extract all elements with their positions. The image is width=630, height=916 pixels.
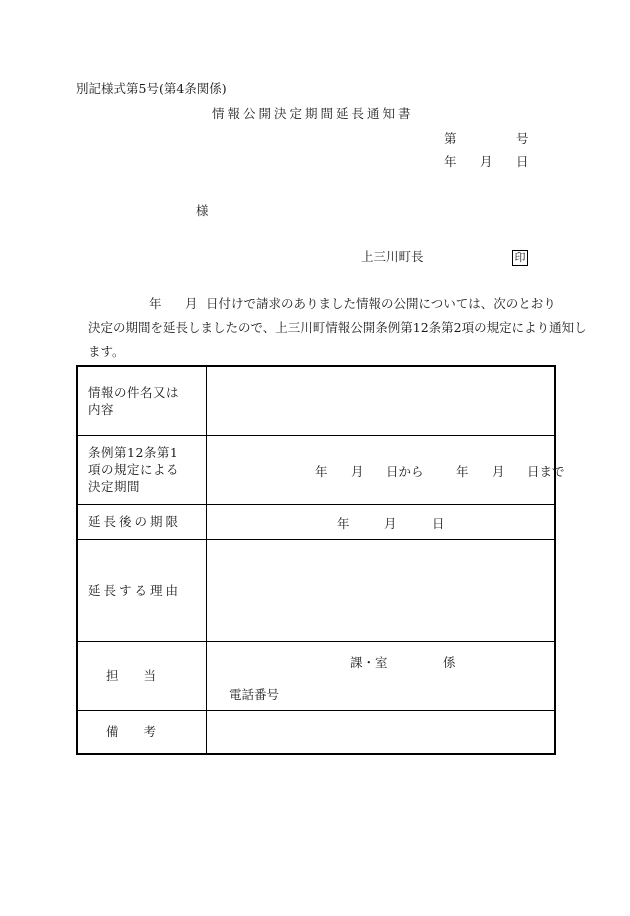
body-line2: 決定の期間を延長しましたので、上三川町情報公開条例第12条第2項の規定により通知し — [88, 320, 587, 335]
from-day: 日から — [386, 463, 424, 479]
row-label-subject — [77, 366, 207, 435]
form-reference: 別記様式第5号(第4条関係) — [76, 81, 227, 96]
seal-label: 印 — [512, 250, 528, 266]
from-month: 月 — [351, 463, 364, 479]
seal-mark — [512, 246, 528, 266]
doc-number-suffix: 号 — [516, 131, 529, 146]
contact-field[interactable] — [207, 641, 556, 710]
to-year: 年 — [456, 463, 469, 479]
from-year: 年 — [315, 463, 328, 479]
row-label-contact: 担 当 — [77, 641, 207, 710]
table-row — [77, 435, 555, 504]
subject-field[interactable] — [207, 366, 556, 435]
date-year: 年 — [444, 154, 457, 169]
sender-name: 上三川町長 — [361, 249, 424, 264]
label-line: 決定期間 — [88, 479, 141, 494]
deadline-day: 日 — [432, 515, 445, 531]
table-row — [77, 641, 555, 710]
new-deadline-field[interactable] — [207, 504, 556, 539]
doc-number-prefix: 第 — [444, 131, 457, 146]
date-day: 日 — [516, 154, 529, 169]
dept-label: 課・室 — [350, 654, 388, 670]
body-line3: ます。 — [88, 344, 125, 359]
to-month: 月 — [492, 463, 505, 479]
deadline-year: 年 — [337, 515, 350, 531]
table-row — [77, 710, 555, 754]
table-row — [77, 539, 555, 641]
row-label-new-deadline: 延長後の期限 — [77, 504, 207, 539]
row-label-remarks: 備 考 — [77, 710, 207, 754]
label-line: 項の規定による — [88, 462, 180, 477]
label-line: 条例第12条第1 — [88, 445, 179, 460]
label-line: 内容 — [88, 401, 115, 417]
date-month: 月 — [480, 154, 493, 169]
phone-label: 電話番号 — [229, 686, 280, 702]
table-row — [77, 366, 555, 435]
recipient-honorific: 様 — [196, 203, 209, 218]
body-line1: 日付けで請求のありました情報の公開については、次のとおり — [206, 296, 556, 311]
remarks-field[interactable] — [207, 710, 556, 754]
reason-field[interactable] — [207, 539, 556, 641]
to-day: 日まで — [527, 463, 565, 479]
body-month: 月 — [185, 296, 198, 311]
body-year: 年 — [149, 296, 162, 311]
info-table — [76, 365, 565, 755]
table-row — [77, 504, 555, 539]
label-line: 情報の件名又は — [88, 384, 180, 400]
deadline-month: 月 — [384, 515, 397, 531]
row-label-decision-period — [77, 435, 207, 504]
decision-period-field[interactable] — [207, 435, 565, 504]
section-label: 係 — [443, 654, 456, 670]
document-title: 情報公開決定期間延長通知書 — [212, 106, 414, 121]
row-label-reason: 延長する理由 — [77, 539, 207, 641]
